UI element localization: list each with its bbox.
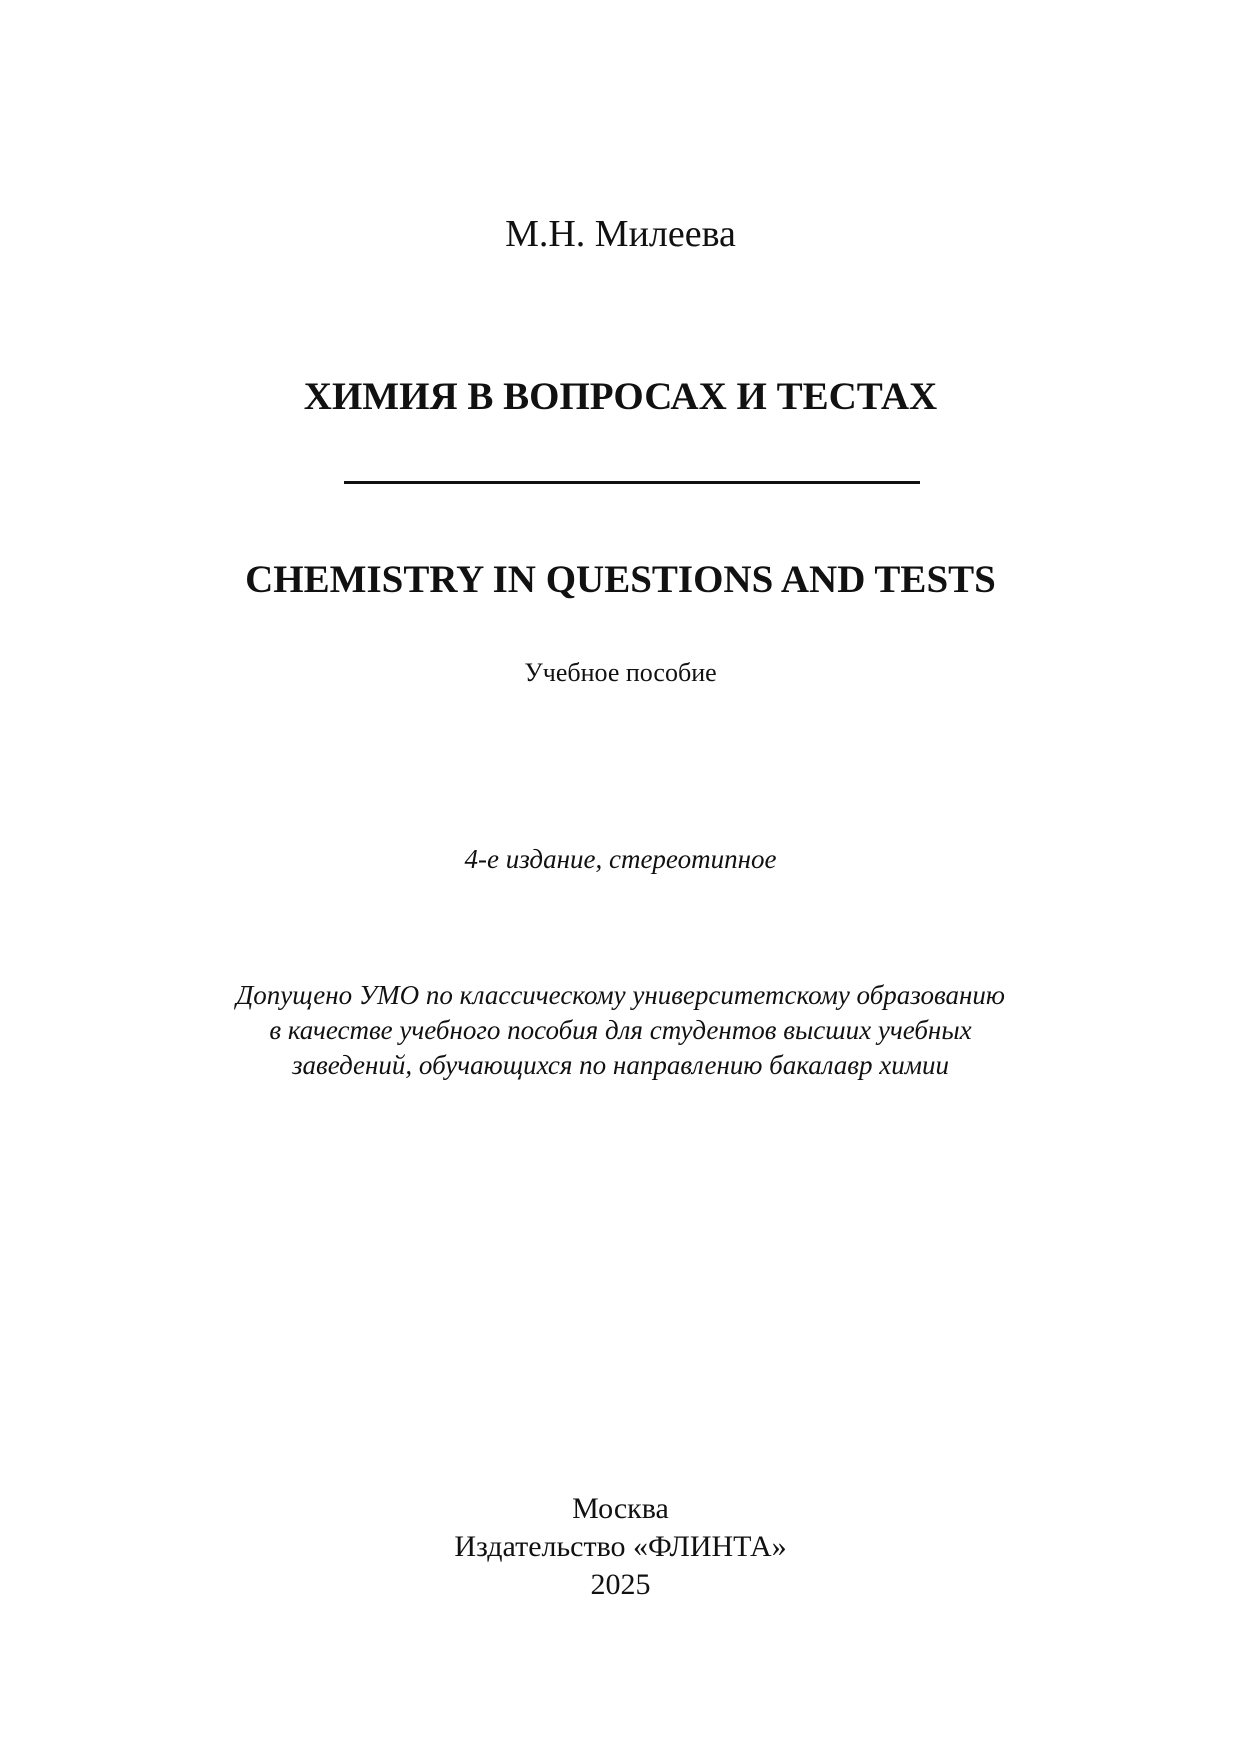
publisher-imprint: [0, 1490, 1241, 1604]
imprint-publisher: Издательство «ФЛИНТА»: [454, 1530, 787, 1563]
title-russian: ХИМИЯ В ВОПРОСАХ И ТЕСТАХ: [303, 375, 938, 418]
title-english: CHEMISTRY IN QUESTIONS AND TESTS: [245, 558, 996, 601]
author-name: М.Н. Милеева: [505, 213, 736, 255]
book-type-subtitle: Учебное пособие: [524, 658, 717, 687]
approval-line: в качестве учебного пособия для студентов высших учебных: [269, 1015, 972, 1045]
imprint-city: Москва: [572, 1492, 669, 1525]
approval-line: Допущено УМО по классическому университетскому образованию: [236, 980, 1005, 1010]
imprint-year: 2025: [590, 1568, 651, 1601]
approval-statement: [0, 978, 1241, 1083]
approval-line: заведений, обучающихся по направлению бакалавр химии: [292, 1050, 949, 1080]
title-divider: [344, 481, 920, 484]
edition-note: 4-е издание, стереотипное: [464, 844, 777, 874]
